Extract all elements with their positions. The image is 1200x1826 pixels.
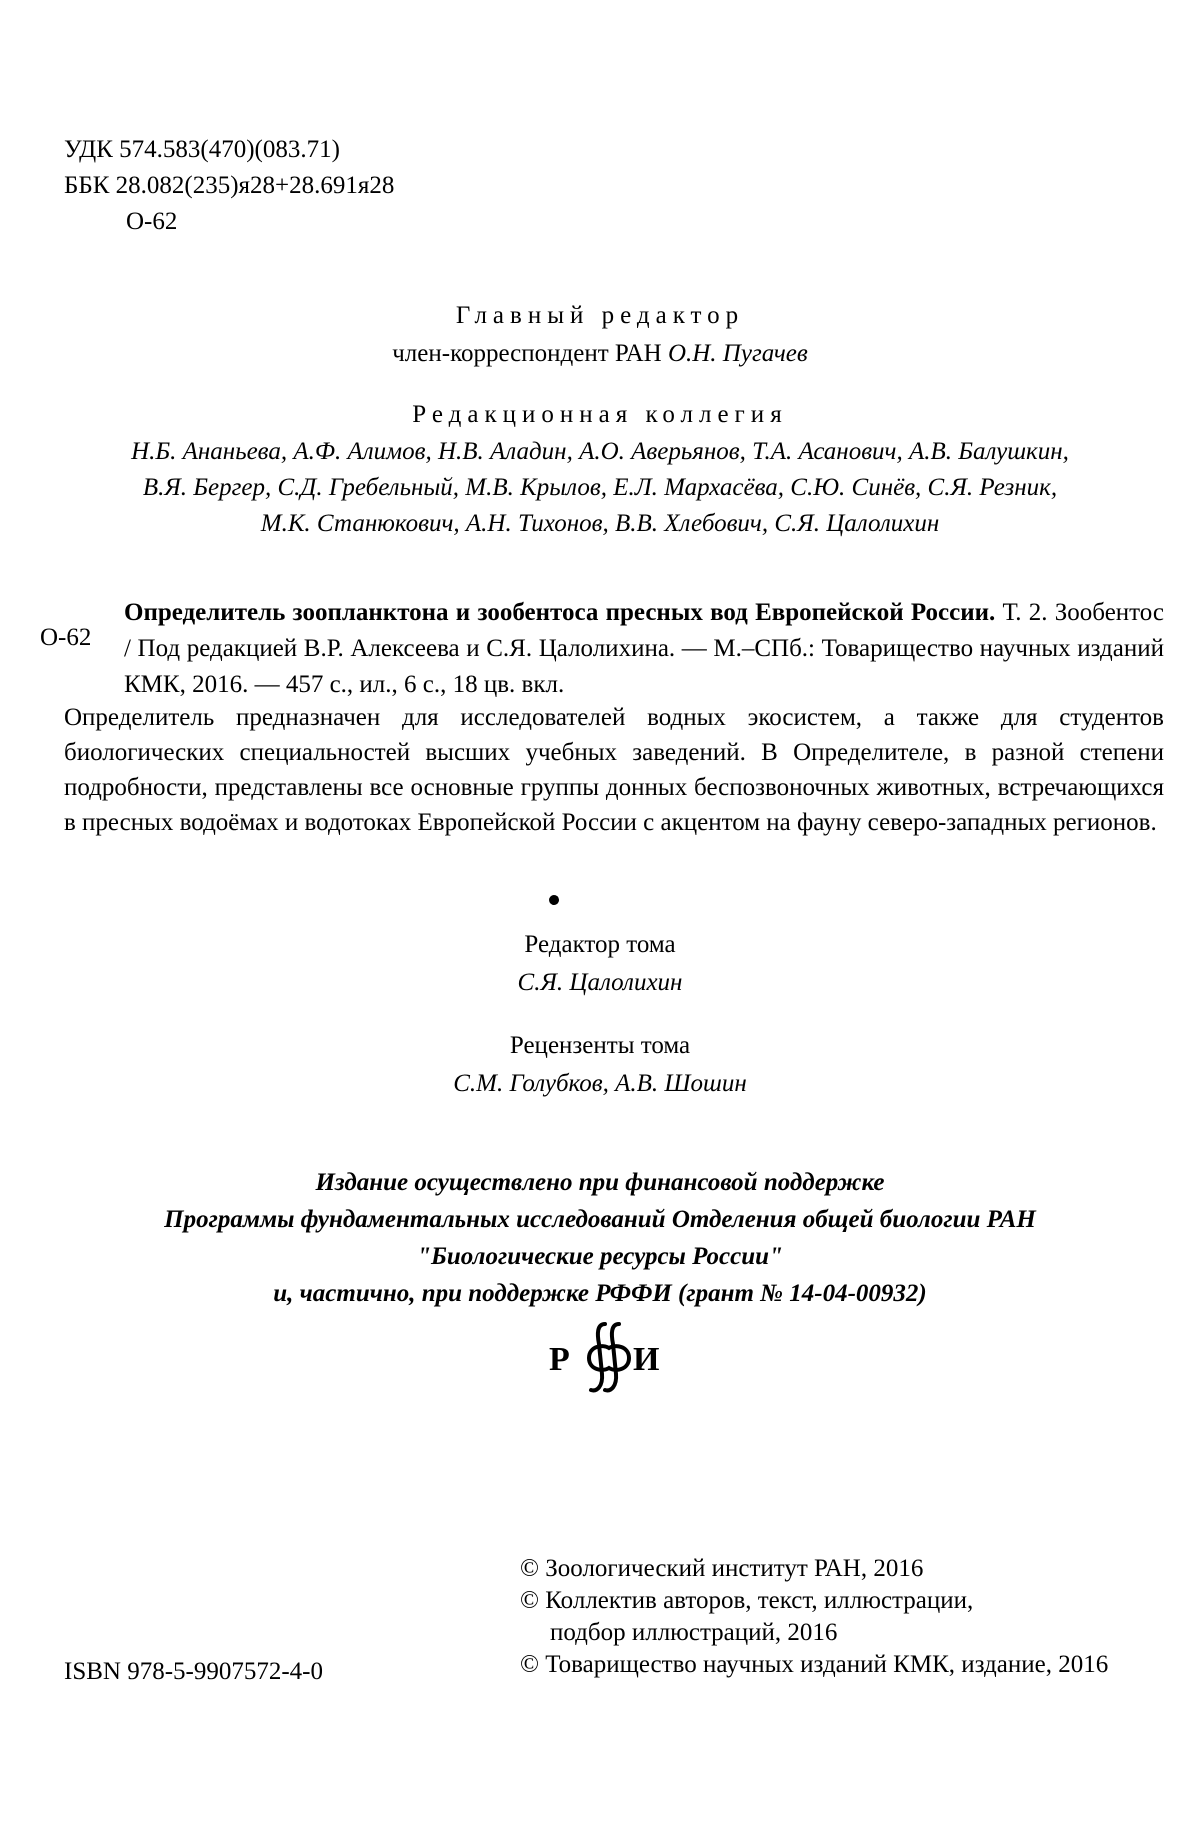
chief-editor-name-line xyxy=(0,335,1200,373)
editorial-board-block xyxy=(0,396,1200,542)
reviewers-names: С.М. Голубков, А.В. Шошин xyxy=(0,1065,1200,1103)
rffi-logo-letter-r: Р xyxy=(549,1341,570,1378)
copyright-line: © Коллектив авторов, текст, иллюстрации, xyxy=(520,1585,1108,1617)
rffi-logo-mark xyxy=(589,1324,629,1390)
rffi-logo-letter-i: И xyxy=(633,1341,659,1378)
volume-editor-heading: Редактор тома xyxy=(0,926,1200,964)
chief-editor-title: член-корреспондент РАН xyxy=(392,340,668,367)
volume-editor-block xyxy=(0,926,1200,1002)
chief-editor-block xyxy=(0,297,1200,373)
reviewers-heading: Рецензенты тома xyxy=(0,1027,1200,1065)
copyright-line: © Товарищество научных изданий КМК, издание, 2016 xyxy=(520,1649,1108,1681)
chief-editor-heading: Главный редактор xyxy=(0,297,1200,335)
copyright-line: подбор иллюстраций, 2016 xyxy=(520,1617,1108,1649)
editorial-board-line: Н.Б. Ананьева, А.Ф. Алимов, Н.В. Аладин, А.О. Аверьянов, Т.А. Асанович, А.В. Балушкин, xyxy=(0,434,1200,470)
copyright-line: © Зоологический институт РАН, 2016 xyxy=(520,1553,1108,1585)
funding-notice xyxy=(0,1164,1200,1312)
annotation: Определитель предназначен для исследователей водных экосистем, а также для студентов биологических специальностей высших учебных заведений. В Определителе, в разной степени подробности, представлены все основные группы донных беспозвоночных животных, встречающихся в пресных водоёмах и водотоках Европейской России с акцентом на фауну северо-западных регионов. xyxy=(64,700,1164,840)
chief-editor-name: О.Н. Пугачев xyxy=(668,340,808,367)
editorial-board-line: М.К. Станюкович, А.Н. Тихонов, В.В. Хлебович, С.Я. Цалолихин xyxy=(0,506,1200,542)
editorial-board-names xyxy=(0,434,1200,542)
editorial-board-line: В.Я. Бергер, С.Д. Гребельный, М.В. Крылов, Е.Л. Мархасёва, С.Ю. Синёв, С.Я. Резник, xyxy=(0,470,1200,506)
bbk-code: ББК 28.082(235)я28+28.691я28 xyxy=(64,168,394,204)
funding-line: Программы фундаментальных исследований Отделения общей биологии РАН xyxy=(0,1201,1200,1238)
editorial-board-heading: Редакционная коллегия xyxy=(0,396,1200,434)
record-details: Т. 2. Зообентос / Под редакцией В.Р. Алексеева и С.Я. Цалолихина. — М.–СПб.: Товарищество научных изданий КМК, 2016. — 457 с., ил., 6 с., 18 цв. вкл. xyxy=(124,599,1164,698)
volume-editor-name: С.Я. Цалолихин xyxy=(0,964,1200,1002)
funding-line: "Биологические ресурсы России" xyxy=(0,1238,1200,1275)
udk-code: УДК 574.583(470)(083.71) xyxy=(64,132,394,168)
rffi-logo xyxy=(545,1318,675,1398)
ink-dot xyxy=(548,894,561,907)
isbn: ISBN 978-5-9907572-4-0 xyxy=(64,1656,323,1689)
author-sign: О-62 xyxy=(64,204,394,240)
bibliographic-record xyxy=(124,595,1164,703)
record-title: Определитель зоопланктона и зообентоса пресных вод Европейской России. xyxy=(124,599,995,626)
reviewers-block xyxy=(0,1027,1200,1103)
copyright-block xyxy=(520,1553,1108,1681)
classification-block xyxy=(64,132,394,240)
funding-line: Издание осуществлено при финансовой поддержке xyxy=(0,1164,1200,1201)
funding-line: и, частично, при поддержке РФФИ (грант № 14-04-00932) xyxy=(0,1275,1200,1312)
record-author-sign: О-62 xyxy=(40,622,91,655)
